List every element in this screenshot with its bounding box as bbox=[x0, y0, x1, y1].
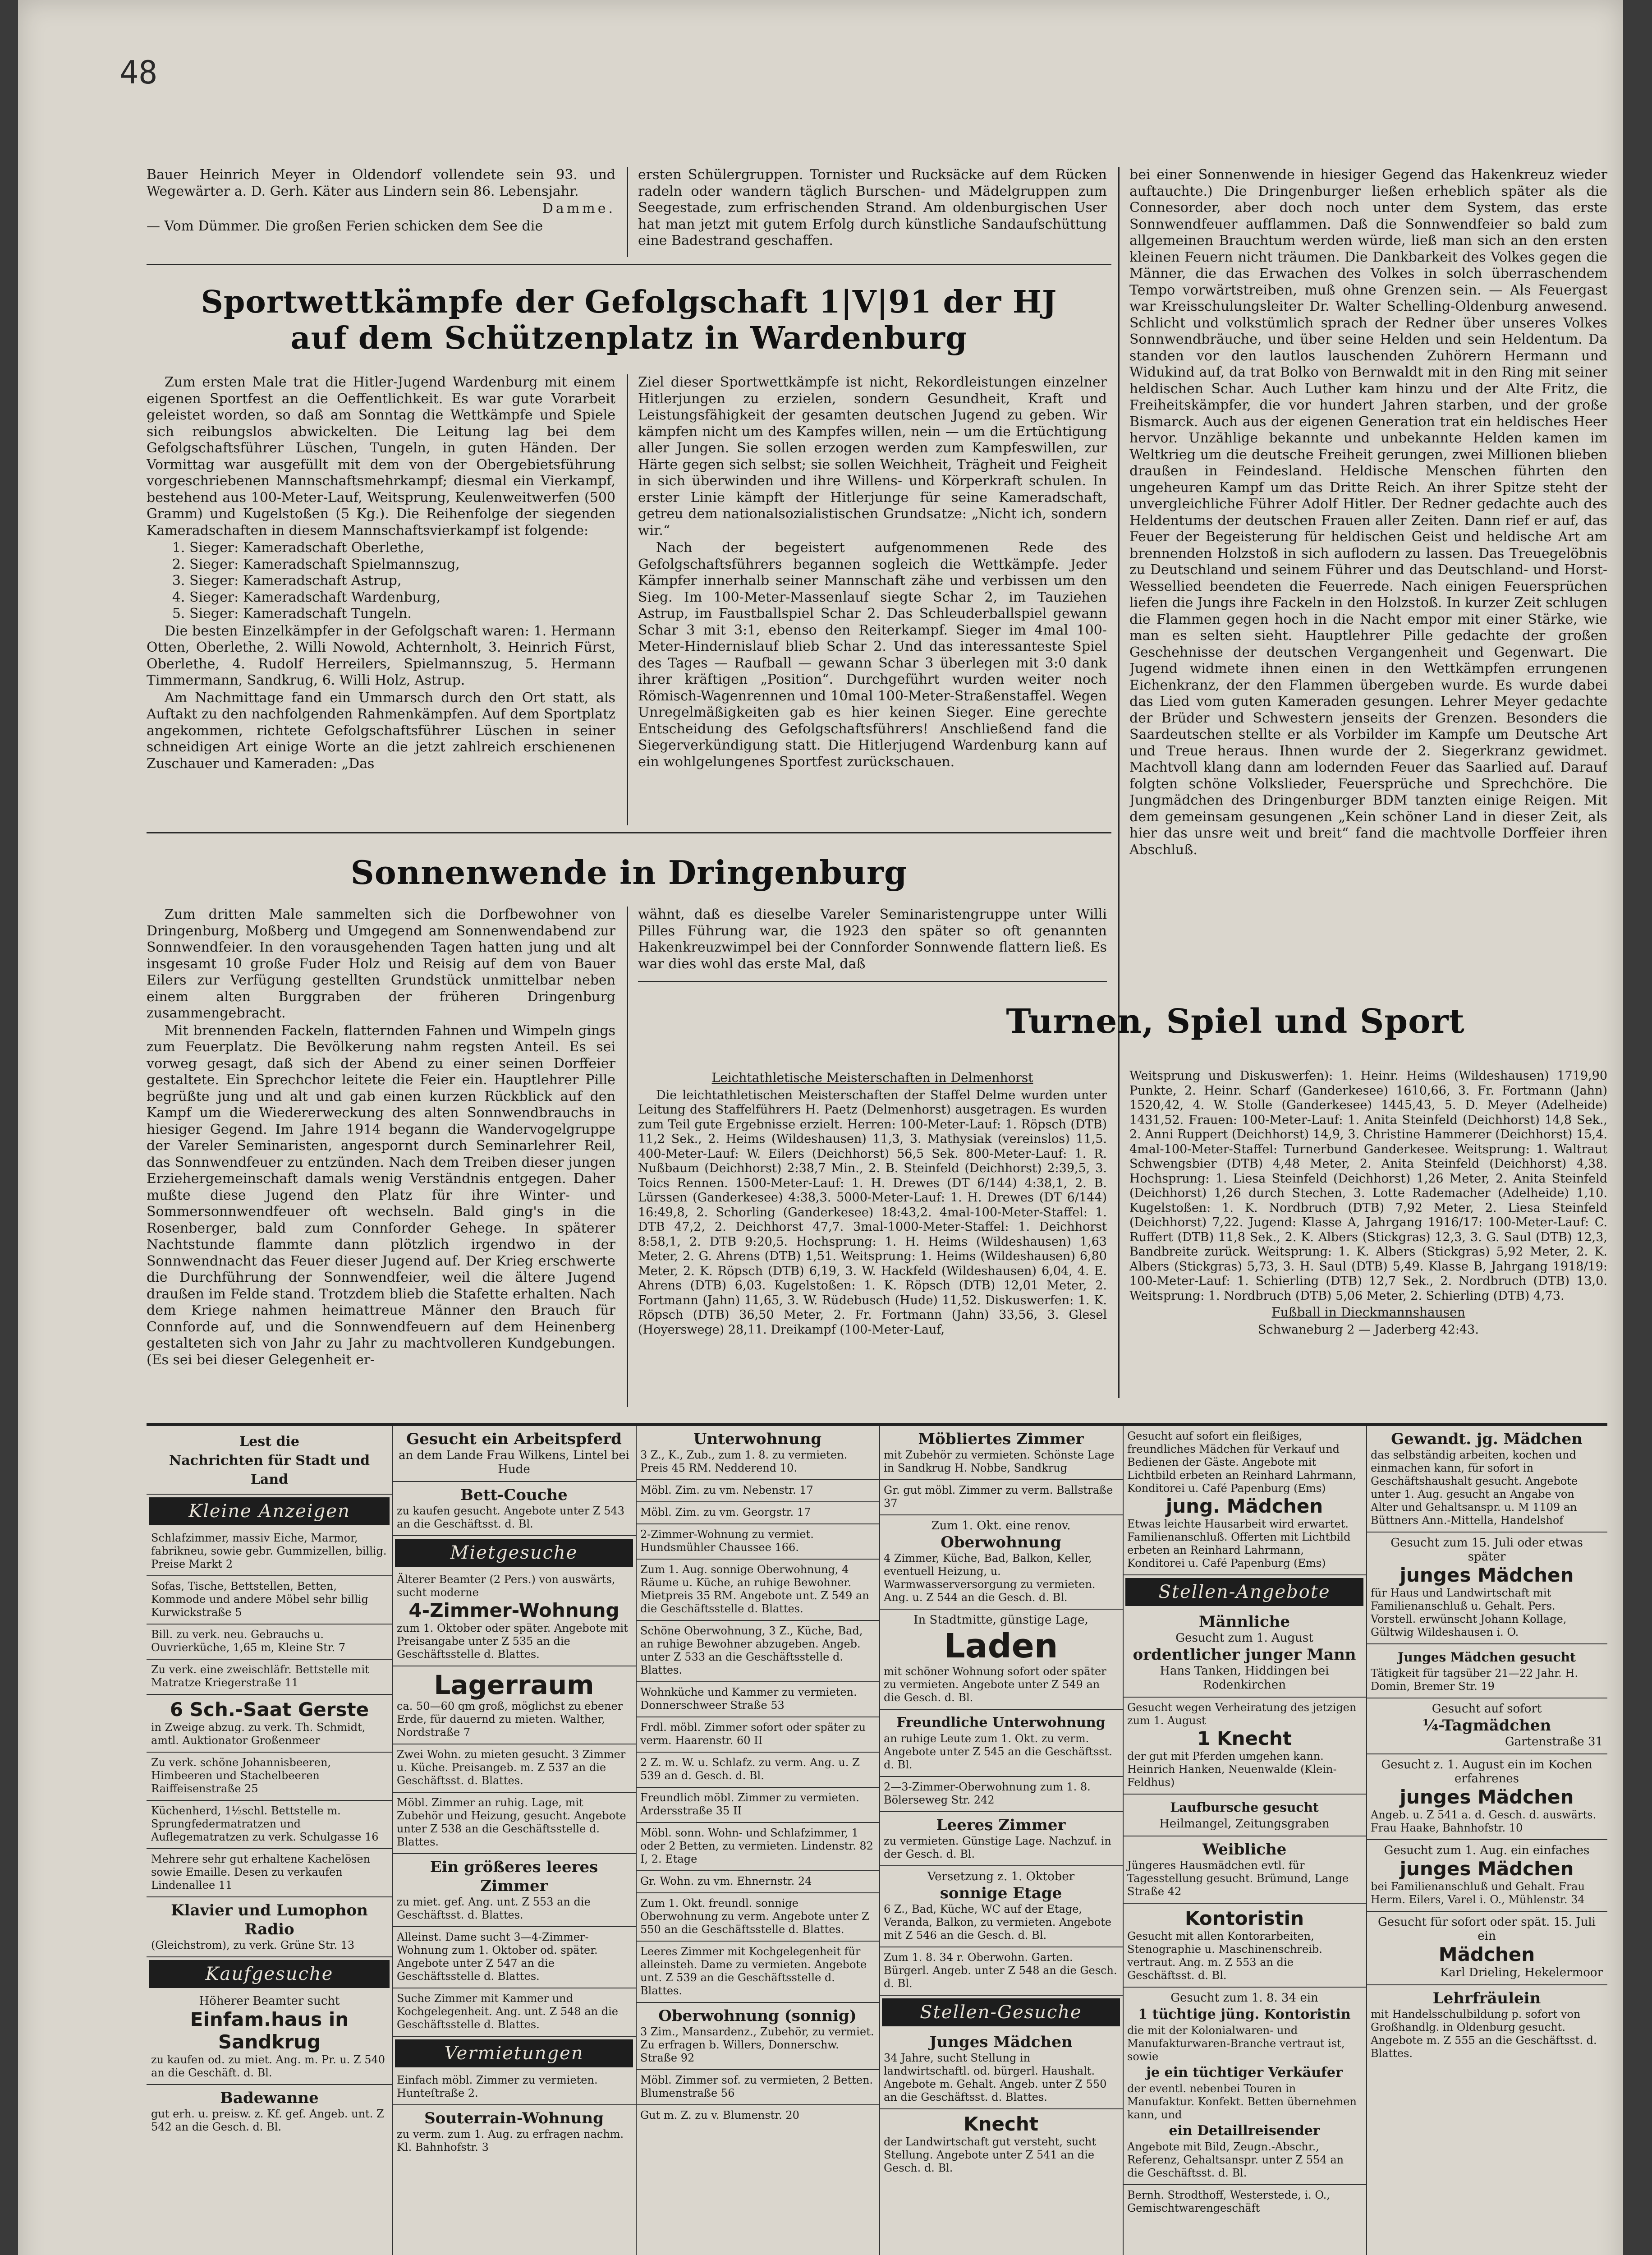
ad-headline: je ein tüchtiger Verkäufer bbox=[1146, 2065, 1343, 2080]
article-2-paragraph: wähnt, daß es dieselbe Vareler Seminaristengruppe unter Willi Pilles Führung war, die 1923 den später so oft genannten Hakenkreuzwimpel bei der Connforder Sonnwende flattern ließ. Es war dies wohl das erste Mal, daß bbox=[638, 907, 1107, 972]
ad-headline: ¼-Tagmädchen bbox=[1422, 1717, 1551, 1735]
ad-headline: Ein größeres leeres Zimmer bbox=[430, 1858, 598, 1895]
ad-headline: Lagerraum bbox=[434, 1670, 594, 1700]
ad-headline: ordentlicher junger Mann bbox=[1133, 1646, 1356, 1664]
ad-text: der Landwirtschaft gut versteht, sucht Stellung. Angebote unter Z 541 an die Gesch. d. Bl. bbox=[884, 2135, 1096, 2174]
classified-ad bbox=[1123, 1988, 1366, 2185]
ad-headline: Bett-Couche bbox=[460, 1486, 568, 1504]
ad-text: Gr. gut möbl. Zimmer zu verm. Ballstraße 37 bbox=[884, 1484, 1113, 1509]
ad-text: Gesucht wegen Verheiratung des jetzigen zum 1. August bbox=[1127, 1701, 1357, 1727]
ad-text: Gesucht zum 1. Aug. ein einfaches bbox=[1384, 1844, 1590, 1857]
article-2-column-1 bbox=[147, 907, 615, 1407]
ad-text: 3 Zim., Mansardenz., Zubehör, zu vermiet. Zu erfragen b. Willers, Donnerschw. Straße 92 bbox=[640, 2025, 874, 2064]
section-banner-kleine-anzeigen: Kleine Anzeigen bbox=[149, 1497, 390, 1525]
classified-ad bbox=[1366, 1426, 1607, 1532]
ad-headline: Lehrfräulein bbox=[1432, 1989, 1541, 2007]
classified-ad bbox=[636, 1893, 879, 1942]
ad-text: Zum 1. Aug. sonnige Oberwohnung, 4 Räume u. Küche, an ruhige Bewohner. Mietpreis 35 RM. Angebote unt. Z 549 an die Geschäftsstelle d. Blattes. bbox=[640, 1563, 869, 1615]
classified-ad bbox=[147, 1753, 392, 1801]
ad-text: mit Zubehör zu vermieten. Schönste Lage in Sandkrug H. Nobbe, Sandkrug bbox=[884, 1449, 1115, 1474]
ad-text: Jüngeres Hausmädchen evtl. für Tagesstellung gesucht. Brümund, Lange Straße 42 bbox=[1127, 1859, 1349, 1898]
ad-text: 6 Z., Bad, Küche, WC auf der Etage, Veranda, Balkon, zu vermieten. Angebote mit Z 546 an die Gesch. d. Bl. bbox=[884, 1903, 1112, 1942]
ad-text: Zu verk. eine zweischläfr. Bettstelle mit Matratze Kriegerstraße 11 bbox=[151, 1663, 369, 1689]
ad-headline: Laufbursche gesucht bbox=[1170, 1800, 1319, 1815]
ad-text: ca. 50—60 qm groß, möglichst zu ebener Erde, für dauernd zu mieten. Walther, Nordstraße 7 bbox=[397, 1700, 623, 1739]
ad-headline: Weibliche bbox=[1202, 1841, 1287, 1859]
intro-text-1b: — Vom Dümmer. Die großen Ferien schicken dem See die bbox=[147, 218, 543, 234]
ad-text: Alleinst. Dame sucht 3—4-Zimmer-Wohnung zum 1. Oktober od. später. Angebote unter Z 547 an die Geschäftsstelle d. Blattes. bbox=[397, 1931, 598, 1983]
ad-text: (Gleichstrom), zu verk. Grüne Str. 13 bbox=[151, 1939, 355, 1951]
sport-paragraph: Die leichtathletischen Meisterschaften der Staffel Delme wurden unter Leitung des Staffelführers H. Paetz (Delmenhorst) ausgetragen. Es wurden zum Teil gute Ergebnisse erzielt. Herren: 100-Meter-Lauf: 1. Röpsch (DTB) 11,2 Sek., 2. Heims (Wildeshausen) 11,3, 3. Mathysiak (vereinslos) 11,5. 400-Meter-Lauf: W. Eilers (Deichhorst) 56,5 Sek. 800-Meter-Lauf: 1. R. Nußbaum (Deichhorst) 2:38,7 Min., 2. B. Steinfeld (Deichhorst) 2:39,5, 3. Toics Rennen. 1500-Meter-Lauf: 1. H. Drewes (DT 6/144) 4:38,1, 2. B. Lürssen (Ganderkesee) 4:38,3. 5000-Meter-Lauf: 1. H. Drewes (DT 6/144) 16:49,8, 2. Schorling (Ganderkesee) 18:43,2. 4mal-100-Meter-Staffel: 1. DTB 47,2, 2. Deichhorst 47,7. 3mal-1000-Meter-Staffel: 1. Deichhorst 8:58,1, 2. DTB 9:20,5. Hochsprung: 1. H. Heims (Wildeshausen) 1,63 Meter, 2. G. Ahrens (DTB) 1,51. Weitsprung: 1. Heims (Wildeshausen) 6,80 Meter, 2. K. Röpsch (DTB) 6,19, 3. W. Hackfeld (Wildeshausen) 6,04, 4. E. Ahrens (DTB) 6,03. Kugelstoßen: 1. K. Röpsch (DTB) 12,01 Meter, 2. Fortmann (Jahn) 11,65, 3. W. Rüdebusch (Hude) 11,52. Diskuswerfen: 1. K. Röpsch (DTB) 36,50 Meter, 2. Fr. Fortmann (Jahn) 33,56, 3. Glesel (Hoyerswege) 28,11. Dreikampf (100-Meter-Lauf, bbox=[638, 1088, 1107, 1337]
ad-text: Gesucht für sofort oder spät. 15. Juli ein bbox=[1378, 1915, 1596, 1943]
classified-ad bbox=[1123, 1609, 1366, 1698]
classified-ad bbox=[1123, 1795, 1366, 1836]
classified-ad bbox=[392, 1569, 636, 1666]
ad-text: Möbl. Zimmer sof. zu vermieten, 2 Betten. Blumenstraße 56 bbox=[640, 2074, 873, 2099]
classified-ad bbox=[1366, 1840, 1607, 1912]
classified-ad bbox=[636, 1502, 879, 1524]
section-rule bbox=[638, 981, 1107, 982]
article-2-column-2 bbox=[638, 907, 1107, 974]
ad-text: die mit der Kolonialwaren- und Manufakturwaren-Branche vertraut ist, sowie bbox=[1127, 2024, 1345, 2063]
ad-text: zu kaufen gesucht. Angebote unter Z 543 an die Geschäftsst. d. Bl. bbox=[397, 1505, 624, 1530]
classified-ad bbox=[636, 1717, 879, 1753]
ads-column-4 bbox=[879, 1426, 1124, 2255]
ad-text: 2—3-Zimmer-Oberwohnung zum 1. 8. Bölerseweg Str. 242 bbox=[884, 1781, 1091, 1806]
classified-ad bbox=[147, 1576, 392, 1625]
ad-text: gut erh. u. preisw. z. Kf. gef. Angeb. unt. Z 542 an die Gesch. d. Bl. bbox=[151, 2108, 384, 2133]
sport-paragraph: Weitsprung und Diskuswerfen): 1. Heinr. Heims (Wildeshausen) 1719,90 Punkte, 2. Heinr. Scharf (Ganderkesee) 1610,66, 3. Fr. Fortmann (Jahn) 1520,42, 4. W. Stolle (Ganderkesee) 1445,43, 5. D. Meyer (Adelheide) 1431,52. Frauen: 100-Meter-Lauf: 1. Anita Steinfeld (Deichhorst) 14,8 Sek., 2. Anni Ruppert (Deichhorst) 14,9, 3. Christine Hammerer (Deichhorst) 15,4. 4mal-100-Meter-Staffel: Turnerbund Ganderkesee. Weitsprung: 1. Waltraut Schwengsbier (DTB) 4,48 Meter, 2. Anita Steinfeld (Deichhorst) 4,38. Hochsprung: 1. Liesa Steinfeld (Deichhorst) 1,26 Meter, 2. Anita Steinfeld (Deichhorst) 1,26 durch Stechen, 3. Lotte Rademacher (Adelheide) 1,10. Kugelstoßen: 1. K. Nordbruch (DTB) 7,92 Meter, 2. Liesa Steinfeld (Deichhorst) 7,22. Jugend: Klasse A, Jahrgang 1916/17: 100-Meter-Lauf: C. Ruffert (DTB) 11,8 Sek., 2. K. Albers (Stickgras) 12,3, 3. G. Saul (DTB) 12,3, Bandbreite zurück. Weitsprung: 1. K. Albers (Stickgras) 5,92 Meter, 2. K. Albers (Stickgras) 5,73, 3. H. Saul (DTB) 5,49. Klasse B, Jahrgang 1918/19: 100-Meter-Lauf: 1. Schierling (DTB) 12,7 Sek., 2. Nordbruch (DTB) 13,0. Weitsprung: 1. Nordbruch (DTB) 5,06 Meter, 2. Schierling (DTB) 4,73. bbox=[1129, 1069, 1607, 1303]
classified-ad bbox=[879, 1710, 1123, 1777]
classified-ad bbox=[636, 1524, 879, 1560]
ad-headline: Mädchen bbox=[1438, 1943, 1535, 1965]
classified-ad bbox=[879, 2109, 1123, 2179]
winner-item: 2. Sieger: Kameradschaft Spielmannszug, bbox=[189, 557, 615, 573]
ad-headline: jung. Mädchen bbox=[1166, 1495, 1323, 1517]
article-2-continuation-column bbox=[1129, 167, 1607, 1064]
classified-ad bbox=[147, 1991, 392, 2085]
ad-text: Zum 1. Okt. freundl. sonnige Oberwohnung zu verm. Angebote unter Z 550 an die Geschäftsstelle d. Blattes. bbox=[640, 1897, 869, 1936]
classified-ad bbox=[879, 1947, 1123, 1996]
classified-ad bbox=[636, 1753, 879, 1788]
classified-ad bbox=[1366, 1985, 1607, 2065]
ad-text: zu kaufen od. zu miet. Ang. m. Pr. u. Z 540 an die Geschäft. d. Bl. bbox=[151, 2053, 385, 2079]
ad-text: 2 Z. m. W. u. Schlafz. zu verm. Ang. u. Z 539 an d. Gesch. d. Bl. bbox=[640, 1756, 860, 1782]
ad-text: Gesucht auf sofort ein fleißiges, freundliches Mädchen für Verkauf und Bedienen der Gäste. Angebote mit Lichtbild erbeten an Reinhard Lahrmann, Konditorei u. Café Papenburg (Ems) bbox=[1127, 1430, 1356, 1495]
ad-headline: junges Mädchen bbox=[1400, 1786, 1574, 1808]
ad-text: Bernh. Strodthoff, Westerstede, i. O., Gemischtwarengeschäft bbox=[1127, 2189, 1330, 2214]
ad-text: Küchenherd, 1½schl. Bettstelle m. Sprungfedermatratzen und Auflegematratzen zu verk. Schulgasse 16 bbox=[151, 1804, 379, 1843]
ad-text: In Stadtmitte, günstige Lage, bbox=[913, 1613, 1088, 1627]
column-rule bbox=[627, 374, 628, 825]
classified-ad bbox=[1123, 1698, 1366, 1795]
ad-text: Gartenstraße 31 bbox=[1505, 1735, 1603, 1749]
ad-text: zum 1. Oktober oder später. Angebote mit Preisangabe unter Z 535 an die Geschäftsstelle d. Blattes. bbox=[397, 1622, 628, 1661]
ad-text: 4 Zimmer, Küche, Bad, Balkon, Keller, eventuell Heizung, u. Warmwasserversorgung zu vermieten. Ang. u. Z 544 an die Gesch. d. Bl. bbox=[884, 1552, 1096, 1604]
ad-text: Einfach möbl. Zimmer zu vermieten. Hunteſtraße 2. bbox=[397, 2074, 598, 2099]
section-banner-mietgesuche: Mietgesuche bbox=[395, 1539, 633, 1567]
article-1-headline-line-2: auf dem Schützenplatz in Wardenburg bbox=[290, 320, 968, 356]
classified-ad bbox=[1123, 1904, 1366, 1988]
classified-ad bbox=[147, 1528, 392, 1576]
ad-text: Gesucht z. 1. August ein im Kochen erfahrenes bbox=[1381, 1758, 1592, 1786]
classified-ad bbox=[392, 2105, 636, 2158]
article-1-paragraph: Nach der begeistert aufgenommenen Rede des Gefolgschaftsführers begannen sogleich die Wettkämpfe. Jeder Kämpfer innerhalb seiner Mannschaft zähe und verbissen um den Sieg. Im 100-Meter-Massenlauf siegte Schar 2, im Tauziehen Astrup, im Faustballspiel Schar 2. Das Schleuderballspiel gewann Schar 3 mit 3:1, ebenso den Reiterkampf. Sieger im 4mal 100-Meter-Hindernislauf blieb Schar 2. Und das interessanteste Spiel des Tages — Raufball — gewann Schar 3 überlegen mit 3:0 dank ihrer kräftigen „Position“. Durchgeführt wurden weiter noch Römisch-Wagenrennen und 10mal 100-Meter-Straßenstaffel. Wegen Unregelmäßigkeiten gab es hier keinen Sieger. Eine gerechte Entscheidung des Gefolgschaftsführers! Anschließend fand die Siegerverkündigung statt. Die Hitlerjugend Wardenburg kann auf ein wohlgelungenes Sportfest zurückschauen. bbox=[638, 540, 1107, 770]
ad-text: Freundlich möbl. Zimmer zu vermieten. Ardersstraße 35 II bbox=[640, 1791, 859, 1817]
ad-headline: Gewandt. jg. Mädchen bbox=[1391, 1430, 1583, 1448]
ad-text: in Zweige abzug. zu verk. Th. Schmidt, amtl. Auktionator Großenmeer bbox=[151, 1721, 366, 1747]
ad-text: Gut m. Z. zu v. Blumenstr. 20 bbox=[640, 2109, 799, 2122]
classified-ad bbox=[1366, 1754, 1607, 1840]
classified-ad bbox=[636, 2070, 879, 2105]
classified-ad bbox=[879, 1777, 1123, 1812]
classified-ad bbox=[147, 1897, 392, 1957]
ad-text: Höherer Beamter sucht bbox=[199, 1994, 340, 2008]
ad-text: Suche Zimmer mit Kammer und Kochgelegenheit. Ang. unt. Z 548 an die Geschäftsstelle d. Blattes. bbox=[397, 1992, 618, 2031]
classified-ad bbox=[636, 1942, 879, 2003]
ads-column-6 bbox=[1366, 1426, 1607, 2255]
classified-ad bbox=[147, 1849, 392, 1897]
section-rule bbox=[147, 832, 1111, 833]
classified-ad bbox=[879, 1515, 1123, 1610]
classified-ad bbox=[392, 1988, 636, 2037]
ad-text: Tätigkeit für tagsüber 21—22 Jahr. H. Domin, Bremer Str. 19 bbox=[1371, 1667, 1578, 1693]
classified-ad bbox=[1366, 1532, 1607, 1644]
classified-ad bbox=[392, 1927, 636, 1988]
ad-text: 2-Zimmer-Wohnung zu vermiet. Hundsmühler Chaussee 166. bbox=[640, 1528, 814, 1554]
section-banner-stellen-gesuche: Stellen-Gesuche bbox=[882, 1998, 1120, 2026]
classified-ad bbox=[636, 2003, 879, 2070]
classified-ad bbox=[879, 1866, 1123, 1947]
ad-headline: Junges Mädchen bbox=[929, 2033, 1073, 2051]
ad-headline: 1 Knecht bbox=[1197, 1727, 1292, 1749]
ad-headline: junges Mädchen bbox=[1400, 1564, 1574, 1586]
classified-ad bbox=[1366, 1698, 1607, 1754]
ad-text: an ruhige Leute zum 1. Okt. zu verm. Angebote unter Z 545 an die Geschäftsst. d. Bl. bbox=[884, 1732, 1112, 1771]
classified-ad bbox=[636, 1480, 879, 1502]
ad-text: Zu verk. schöne Johannisbeeren, Himbeeren und Stachelbeeren Raiffeisenstraße 25 bbox=[151, 1756, 331, 1795]
ad-text: der eventl. nebenbei Touren in Manufaktur. Konfekt. Betten übernehmen kann, und bbox=[1127, 2082, 1357, 2121]
classified-ad bbox=[147, 1695, 392, 1753]
ad-text: Gesucht zum 15. Juli oder etwas später bbox=[1390, 1536, 1583, 1564]
article-2-paragraph: Mit brennenden Fackeln, flatternden Fahnen und Wimpeln gings zum Feuerplatz. Die Bevölkerung nahm regsten Anteil. Es sei vorweg gesagt, daß sich der Abend zu einer seinen Dorffeier gestaltete. Ein Sprechchor leitete die Feier ein. Hauptlehrer Pille begrüßte jung und alt und gab einen kurzen Rückblick auf den Kampf um die Wiedererweckung des alten Sonnwendbrauchs in hiesiger Gegend. Im Jahre 1914 begann die Wandervogelgruppe der Vareler Seminaristen, angespornt durch Seminarlehrer Reil, das Sonnwendfeuer zu entzünden. Nach dem Treiben dieser jungen Erziehergemeinschaft damals wenig Verständnis entgegen. Daher mußte diese Jugend den Platz für ihre Winter- und Sommersonnwendfeuer oft wechseln. Bald ging's in die Rosenberger, bald zum Connforder Gehege. In späterer Nachtstunde flammte dann plötzlich irgendwo in der Sonnwendnacht das Feuer dieser Jugend auf. Der Krieg erschwerte die Durchführung der Sonnwendfeier, weil die ältere Jugend draußen im Felde stand. Trotzdem blieb die Stafette erhalten. Nach dem Kriege nahmen heimattreue Männer den Brauch für Connforde auf, und die Sonnwendfeuern auf dem Heinenberg gestalteten sich von Jahr zu Jahr zu machtvolleren Kundgebungen. (Es sei bei dieser Gelegenheit er- bbox=[147, 1022, 615, 1368]
classified-ad bbox=[1123, 1836, 1366, 1904]
ad-headline: Oberwohnung (sonnig) bbox=[658, 2007, 857, 2025]
ad-text: Zum 1. Okt. eine renov. bbox=[931, 1519, 1071, 1532]
ad-headline: Badewanne bbox=[220, 2089, 319, 2107]
ad-headline: Souterrain-Wohnung bbox=[424, 2109, 604, 2127]
winner-item: 5. Sieger: Kameradschaft Tungeln. bbox=[189, 606, 615, 622]
ad-text: Zwei Wohn. zu mieten gesucht. 3 Zimmer u. Küche. Preisangeb. m. Z 537 an die Geschäftsst. d. Blattes. bbox=[397, 1748, 626, 1787]
ad-text: Gesucht zum 1. 8. 34 ein bbox=[1170, 1991, 1318, 2005]
ad-text: 3 Z., K., Zub., zum 1. 8. zu vermieten. Preis 45 RM. Nedderend 10. bbox=[640, 1449, 848, 1474]
article-2-paragraph: bei einer Sonnenwende in hiesiger Gegend das Hakenkreuz wieder auftauchte.) Die Dringenburger ließen erheblich später als die Connesorder, aber doch noch unter dem System, das erste Sonnwendfeuer aufflammen. Daß die Sonnwendfeier so bald zum allgemeinen Brauchtum werden würde, ließ man sich an den ersten kleinen Feuern nicht träumen. Die Dankbarkeit des Volkes gegen die Männer, die das Erwachen des Volkes in solch überraschendem Tempo vorwärtstreiben, muß ohne Grenzen sein. — Als Feuergast war Kreisschulungsleiter Dr. Walter Schelling-Oldenburg anwesend. Schlicht und volkstümlich sprach der Redner über unseres Volkes Sonnwendbräuche, und über seine Helden und sein Heldentum. Da standen vor den lautlos lauschenden Zuhörern Hermann und Widukind auf, da trat Bolko von Bernwaldt mit in den Ring mit seiner heldischen Schar. Auch Luther kam hinzu und der Alte Fritz, die Freiheitskämpfer, die vor hundert Jahren starben, und der große Bismarck. Auch aus der eigenen Generation trat ein heldisches Heer hervor. Unzählige bekannte und unbekannte Helden kamen im Weltkrieg um die deutsche Freiheit gerungen, zwei Millionen blieben draußen in Feindesland. Heldische Menschen führten den ungeheuren Kampf um das Dritte Reich. An ihrer Spitze steht der unvergleichliche Führer Adolf Hitler. Der Redner gedachte auch des Heldentums der deutschen Frauen aller Zeiten. Dann rief er auf, das Feuer der Begeisterung für heldischen Geist und heldische Art am brennenden Holzstoß in sich auflodern zu lassen. Das Treuegelöbnis zu Deutschland und seinem Führer und das Deutschland- und Horst-Wessellied beendeten die Feuerrede. Nach einigen Feuersprüchen liefen die Jungs ihre Fackeln in den Holzstoß. In kurzer Zeit schlugen die Flammen gegen hoch in die Nacht empor mit einer Stärke, wie man es selten sieht. Hauptlehrer Pille gedachte der großen Geschehnisse der deutschen Vergangenheit und Gegenwart. Die Jugend widmete ihnen einen in den Wettkämpfen errungenen Eichenkranz, der den Flammen übergeben wurde. Es wurde dabei das Lied vom guten Kameraden gesungen. Lehrer Meyer gedachte der Brüder und Schwestern jenseits der Grenzen. Besonders die Saardeutschen stellte er als Vorbilder im Kampfe um Deutsche Art und Treue heraus. Ihnen wurde der 2. Siegerkranz gewidmet. Machtvoll klang dann am lodernden Feuer das Saarlied auf. Darauf folgten schöne Volkslieder, Feuersprüche und Sprechchöre. Die Jungmädchen des Dringenburger BDM tanzten einige Reigen. Mit dem gemeinsam gesungenen „Kein schöner Land in dieser Zeit, als hier das unsre weit und breit“ fand die machtvolle Dorffeier ihren Abschluß. bbox=[1129, 167, 1607, 858]
article-2-headline: Sonnenwende in Dringenburg bbox=[350, 853, 908, 892]
classified-ad bbox=[636, 1621, 879, 1682]
winner-item: 1. Sieger: Kameradschaft Oberlethe, bbox=[189, 540, 615, 557]
sport-result: Schwaneburg 2 — Jaderberg 42:43. bbox=[1258, 1322, 1479, 1337]
ad-headline: ein Detaillreisender bbox=[1169, 2123, 1320, 2139]
ad-text: Gesucht zum 1. August bbox=[1175, 1631, 1313, 1645]
classified-ad bbox=[1366, 1644, 1607, 1698]
newspaper-page bbox=[18, 0, 1623, 2255]
sport-subheading: Leichtathletische Meisterschaften in Delmenhorst bbox=[711, 1070, 1033, 1085]
ad-text: Mehrere sehr gut erhaltene Kachelösen sowie Emaille. Desen zu verkaufen Lindenallee 11 bbox=[151, 1853, 371, 1891]
intro-signature: Damme. bbox=[542, 201, 615, 216]
classified-ad bbox=[879, 1812, 1123, 1866]
ad-text: für Haus und Landwirtschaft mit Familienanschluß u. Gehalt. Pers. Vorstell. erwünscht Johann Kollage, Gültwig Wildeshausen i. O. bbox=[1371, 1587, 1567, 1638]
sport-headline: Turnen, Spiel und Sport bbox=[1006, 1002, 1465, 1041]
promo-line: Lest die bbox=[239, 1434, 299, 1450]
ad-text: Etwas leichte Hausarbeit wird erwartet. Familienanschluß. Offerten mit Lichtbild erbeten an Reinhard Lahrmann, Konditorei u. Café Papenburg (Ems) bbox=[1127, 1518, 1351, 1569]
classified-ad bbox=[147, 1625, 392, 1660]
ad-text: 34 Jahre, sucht Stellung in landwirtschaftl. od. bürgerl. Haushalt. Angebote m. Gehalt. Angeb. unter Z 550 an die Geschäftsst. d. Blattes. bbox=[884, 2052, 1107, 2103]
classified-ad bbox=[392, 1793, 636, 1854]
promo-line: Nachrichten für Stadt und Land bbox=[169, 1453, 370, 1487]
ad-text: Versetzung z. 1. Oktober bbox=[927, 1870, 1075, 1883]
ad-text: Gesucht auf sofort bbox=[1432, 1702, 1542, 1716]
ad-text: mit schöner Wohnung sofort oder später zu vermieten. Angebote unter Z 549 an die Gesch. d. Bl. bbox=[884, 1665, 1106, 1704]
classified-ad bbox=[147, 1660, 392, 1695]
article-1-headline bbox=[147, 284, 1111, 356]
ad-text: Frdl. möbl. Zimmer sofort oder später zu verm. Haarenstr. 60 II bbox=[640, 1721, 866, 1747]
ads-column-2 bbox=[392, 1426, 637, 2255]
ad-headline: 6 Sch.-Saat Gerste bbox=[170, 1698, 369, 1721]
classified-ad bbox=[636, 1682, 879, 1717]
ad-headline: Unterwohnung bbox=[693, 1430, 822, 1448]
classified-ad bbox=[636, 1426, 879, 1480]
classified-ad bbox=[392, 2070, 636, 2105]
ad-text: der gut mit Pferden umgehen kann. Heinrich Hanken, Neuenwalde (Klein-Feldhus) bbox=[1127, 1750, 1337, 1789]
section-rule bbox=[147, 264, 1111, 265]
classified-ad bbox=[392, 1666, 636, 1744]
classified-ad bbox=[1123, 1426, 1366, 1575]
ad-text: Angebote mit Bild, Zeugn.-Abschr., Referenz, Gehaltsanspr. unter Z 554 an die Geschäftsst. d. Bl. bbox=[1127, 2140, 1344, 2179]
ad-text: zu vermieten. Günstige Lage. Nachzuf. in der Gesch. d. Bl. bbox=[884, 1835, 1111, 1860]
article-1-paragraph: Ziel dieser Sportwettkämpfe ist nicht, Rekordleistungen einzelner Hitlerjungen zu erzielen, sondern Gesundheit, Kraft und Leistungsfähigkeit der gesamten deutschen Jugend zu geben. Wir kämpfen nicht um des Kampfes willen, nein — um die Ertüchtigung aller Jungen. Sie sollen erzogen werden zum Kampfeswillen, zur Härte gegen sich selbst; sie sollen Weichheit, Trägheit und Feigheit in sich überwinden und ihre Willens- und Körperkraft schulen. In erster Linie kämpft der Hitlerjunge für seine Kameradschaft, getreu dem nationalsozialistischen Grundsatze: „Nicht ich, sondern wir.“ bbox=[638, 374, 1107, 538]
page-number: 48 bbox=[119, 54, 158, 91]
ad-text: Gesucht mit allen Kontorarbeiten, Stenographie u. Maschinenschreib. vertraut. Ang. m. Z 553 an die Geschäftsst. d. Bl. bbox=[1127, 1930, 1322, 1982]
ad-text: Möbl. sonn. Wohn- und Schlafzimmer, 1 oder 2 Betten, zu vermieten. Lindenstr. 82 I, 2. Etage bbox=[640, 1827, 873, 1865]
ad-text: Bill. zu verk. neu. Gebrauchs u. Ouvrierküche, 1,65 m, Kleine Str. 7 bbox=[151, 1628, 346, 1654]
ad-headline: Leeres Zimmer bbox=[936, 1816, 1066, 1834]
classified-ad bbox=[392, 1482, 636, 1536]
sport-subheading: Fußball in Dieckmannshausen bbox=[1271, 1305, 1465, 1320]
article-1-paragraph: Die besten Einzelkämpfer in der Gefolgschaft waren: 1. Hermann Otten, Oberlethe, 2. Willi Nowold, Achternholt, 3. Heinrich Fürst, Oberlethe, 4. Rudolf Herreilers, Spielmannszug, 5. Hermann Timmermann, Sandkrug, 6. Willi Holz, Astrup. bbox=[147, 623, 615, 688]
ad-headline: Junges Mädchen gesucht bbox=[1398, 1650, 1576, 1665]
classified-ad bbox=[636, 1823, 879, 1871]
article-1-column-1 bbox=[147, 374, 615, 825]
article-1-headline-line-1: Sportwettkämpfe der Gefolgschaft 1|V|91 der HJ bbox=[201, 284, 1057, 320]
ad-headline: 1 tüchtige jüng. Kontoristin bbox=[1138, 2006, 1351, 2022]
ad-text: zu miet. gef. Ang. unt. Z 553 an die Geschäftsst. d. Blattes. bbox=[397, 1896, 591, 1921]
sport-column-1 bbox=[638, 1069, 1107, 1407]
ad-headline: Männliche bbox=[1199, 1613, 1290, 1631]
classified-ad bbox=[1366, 1912, 1607, 1985]
classified-ad bbox=[879, 1426, 1123, 1480]
ads-column-1 bbox=[147, 1426, 393, 2255]
article-2-paragraph: Zum dritten Male sammelten sich die Dorfbewohner von Dringenburg, Moßberg und Umgegend am Sonnenwendabend zur Sonnwendfeier. In den vorausgehenden Tagen hatten jung und alt insgesamt 10 große Fuder Holz und Reisig auf dem von Bauer Eilers zur Verfügung gestellten Grundstück unmittelbar neben einem alten Burggraben der früheren Dringenburg zusammengebracht. bbox=[147, 907, 615, 1021]
article-1-column-2 bbox=[638, 374, 1107, 825]
ad-text: Möbl. Zimmer an ruhig. Lage, mit Zubehör und Heizung, gesucht. Angebote unter Z 538 an die Geschäftsstelle d. Blattes. bbox=[397, 1796, 626, 1848]
classified-ad bbox=[147, 2085, 392, 2138]
intro-column-1 bbox=[147, 167, 615, 257]
ad-text: Angeb. u. Z 541 a. d. Gesch. d. auswärts. Frau Haake, Bahnhofstr. 10 bbox=[1371, 1809, 1597, 1834]
classified-ad bbox=[147, 1801, 392, 1849]
article-1-paragraph: Am Nachmittage fand ein Ummarsch durch den Ort statt, als Auftakt zu den nachfolgenden Rahmenkämpfen. Auf dem Sportplatz angekommen, richtete Gefolgschaftsführer Lüschen in seiner schneidigen Art einige Worte an die jetzt zahlreich erschienenen Zuschauer und Kameraden: „Das bbox=[147, 690, 615, 772]
ad-text: an dem Lande Frau Wilkens, Lintel bei Hude bbox=[399, 1449, 629, 1476]
column-rule bbox=[1118, 167, 1120, 1398]
sport-column-2 bbox=[1129, 1069, 1607, 1407]
ad-headline: Freundliche Unterwohnung bbox=[896, 1715, 1106, 1730]
classified-ad bbox=[392, 1426, 636, 1482]
ad-text: Gr. Wohn. zu vm. Ehnernstr. 24 bbox=[640, 1875, 812, 1887]
section-banner-vermietungen: Vermietungen bbox=[395, 2039, 633, 2067]
ad-headline: Möbliertes Zimmer bbox=[918, 1430, 1084, 1448]
ad-headline: Laden bbox=[944, 1627, 1058, 1666]
ads-column-3 bbox=[636, 1426, 880, 2255]
classified-ad bbox=[636, 1560, 879, 1621]
winner-item: 3. Sieger: Kameradschaft Astrup, bbox=[189, 573, 615, 589]
classified-ad bbox=[1123, 2185, 1366, 2219]
classified-ads bbox=[147, 1423, 1607, 2255]
ad-headline: junges Mädchen bbox=[1400, 1858, 1574, 1880]
ad-headline: Kontoristin bbox=[1185, 1907, 1304, 1929]
ad-headline: Gesucht ein Arbeitspferd bbox=[406, 1430, 622, 1448]
promo-ad bbox=[147, 1426, 392, 1495]
ad-text: zu verm. zum 1. Aug. zu erfragen nachm. Kl. Bahnhofstr. 3 bbox=[397, 2128, 624, 2154]
ad-text: Schlafzimmer, massiv Eiche, Marmor, fabrikneu, sowie gebr. Gummizellen, billig. Preise Markt 2 bbox=[151, 1532, 387, 1570]
classified-ad bbox=[879, 1480, 1123, 1515]
ad-text: Möbl. Zim. zu vm. Georgstr. 17 bbox=[640, 1506, 811, 1519]
ad-text: Hans Tanken, Hiddingen bei Rodenkirchen bbox=[1160, 1664, 1329, 1692]
intro-text-2: ersten Schülergruppen. Tornister und Rucksäcke auf dem Rücken radeln oder wandern täglich Burschen- und Mädelgruppen zum Seegestade, zum erfrischenden Strand. Am oldenburgischen User hat man jetzt mit gutem Erfolg durch künstliche Sandaufschüttung eine Badestrand geschaffen. bbox=[638, 167, 1107, 249]
intro-column-2 bbox=[638, 167, 1107, 257]
ad-text: Karl Drieling, Hekelermoor bbox=[1440, 1966, 1603, 1979]
intro-text-1: Bauer Heinrich Meyer in Oldendorf vollendete sein 93. und Wegewärter a. D. Gerh. Käter aus Lindern sein 86. Lebensjahr. bbox=[147, 167, 615, 199]
ad-text: Schöne Oberwohnung, 3 Z., Küche, Bad, an ruhige Bewohner abzugeben. Angeb. unter Z 533 an die Geschäftsstelle d. Blattes. bbox=[640, 1625, 863, 1676]
ad-text: Sofas, Tische, Bettstellen, Betten, Kommode und andere Möbel sehr billig Kurwickstraße 5 bbox=[151, 1580, 368, 1619]
ad-text: Heilmangel, Zeitungsgraben bbox=[1159, 1817, 1330, 1831]
classified-ad bbox=[392, 1744, 636, 1793]
ad-text: Leeres Zimmer mit Kochgelegenheit für alleinsteh. Dame zu vermieten. Angebote unt. Z 539 an die Geschäftsstelle d. Blattes. bbox=[640, 1945, 867, 1997]
ad-text: Älterer Beamter (2 Pers.) von auswärts, sucht moderne bbox=[397, 1573, 615, 1599]
ad-text: Möbl. Zim. zu vm. Nebenstr. 17 bbox=[640, 1484, 813, 1496]
ad-headline: Klavier und Lumophon Radio bbox=[171, 1901, 368, 1938]
classified-ad bbox=[392, 1854, 636, 1927]
ad-headline: sonnige Etage bbox=[940, 1884, 1062, 1902]
section-banner-kaufgesuche: Kaufgesuche bbox=[149, 1960, 390, 1988]
ad-headline: Oberwohnung bbox=[941, 1533, 1061, 1551]
classified-ad bbox=[636, 1871, 879, 1893]
ad-headline: 4-Zimmer-Wohnung bbox=[408, 1599, 620, 1621]
winners-list bbox=[147, 540, 615, 622]
article-1-paragraph: Zum ersten Male trat die Hitler-Jugend Wardenburg mit einem eigenen Sportfest an die Oeffentlichkeit. Es war gute Vorarbeit geleistet worden, so daß am Sonntag die Wettkämpfe und Spiele sich reibungslos abwickelten. Die Leitung lag bei dem Gefolgschaftsführer Lüschen, Tungeln, in guten Händen. Der Vormittag war ausgefüllt mit dem von der Obergebietsführung vorgeschriebenen Mannschaftsmehrkampf; diesmal ein Vierkampf, bestehend aus 100-Meter-Lauf, Weitsprung, Keulenweitwerfen (500 Gramm) und Kugelstoßen (5 Kg.). Die Reihenfolge der siegenden Kameradschaften in diesem Mannschaftsvierkampf ist folgende: bbox=[147, 374, 615, 538]
ad-text: bei Familienanschluß und Gehalt. Frau Herm. Eilers, Varel i. O., Mühlenstr. 34 bbox=[1371, 1880, 1585, 1906]
classified-ad bbox=[636, 2105, 879, 2126]
column-rule bbox=[627, 167, 628, 257]
column-rule bbox=[627, 907, 628, 1407]
ad-text: Wohnküche und Kammer zu vermieten. Donnerschweer Straße 53 bbox=[640, 1686, 857, 1712]
classified-ad bbox=[879, 2029, 1123, 2109]
classified-ad bbox=[879, 1610, 1123, 1710]
ad-text: Zum 1. 8. 34 r. Oberwohn. Garten. Bürgerl. Angeb. unter Z 548 an die Gesch. d. Bl. bbox=[884, 1951, 1117, 1990]
winner-item: 4. Sieger: Kameradschaft Wardenburg, bbox=[189, 589, 615, 606]
ad-text: mit Handelsschulbildung p. sofort von Großhandlg. in Oldenburg gesucht. Angebote m. Z 555 an die Geschäftsst. d. Blattes. bbox=[1371, 2008, 1597, 2060]
ads-column-5 bbox=[1123, 1426, 1367, 2255]
section-banner-stellen-angebote: Stellen-Angebote bbox=[1125, 1578, 1363, 1606]
ad-text: das selbständig arbeiten, kochen und einmachen kann, für sofort in Geschäftshaushalt gesucht. Angebote unter 1. Aug. gesucht an Angabe von Alter und Gehaltsanspr. u. M 1109 an Büttners Ann.-Mittella, Handelshof bbox=[1371, 1449, 1578, 1527]
classified-ad bbox=[636, 1788, 879, 1823]
ad-headline: Einfam.haus in Sandkrug bbox=[190, 2008, 349, 2053]
ad-headline: Knecht bbox=[964, 2113, 1038, 2135]
